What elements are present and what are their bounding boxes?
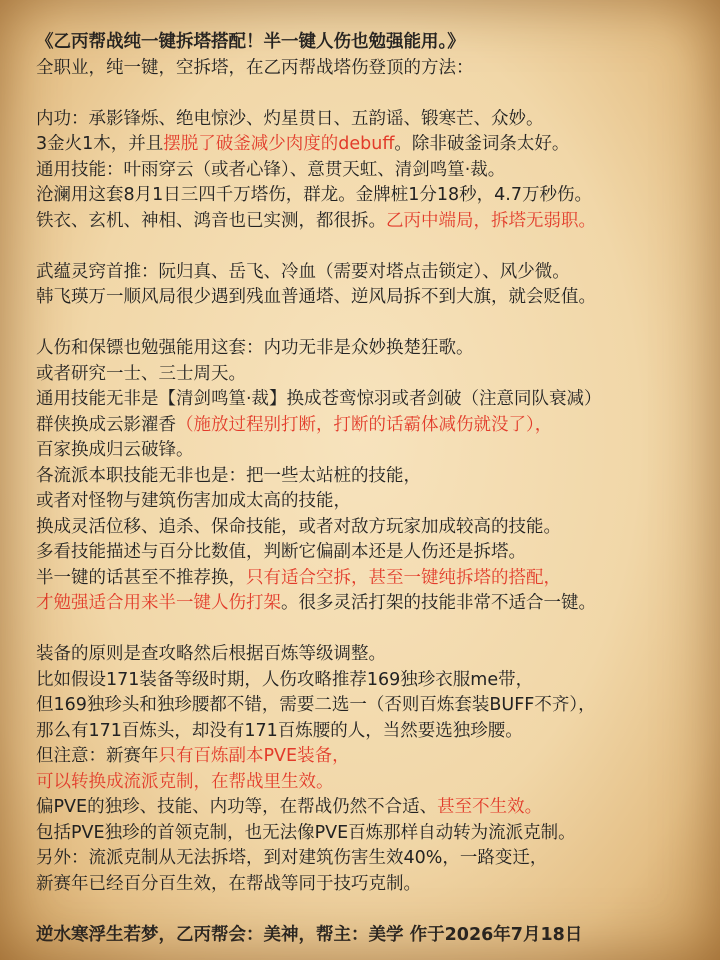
text-segment: 包括PVE独珍的首领克制，也无法像PVE百炼那样自动转为流派克制。 <box>36 822 576 843</box>
text-line <box>36 540 696 566</box>
text-segment: 人伤和保镖也勉强能用这套：内功无非是众妙换楚狂歌。 <box>36 338 474 358</box>
text-segment: 半一键的话甚至不推荐换， <box>36 567 246 588</box>
text-line <box>36 285 696 311</box>
text-segment: 偏PVE的独珍、技能、内功等，在帮战仍然不合适、 <box>36 797 438 817</box>
text-segment: 3金火1木，并且 <box>36 134 164 154</box>
text-segment: 逆水寒浮生若梦，乙丙帮会：美神，帮主：美学 作于2026年7月18日 <box>36 924 583 945</box>
text-segment: 比如假设171装备等级时期，人伤攻略推荐169独珍衣服me带， <box>36 669 534 690</box>
text-line <box>36 489 696 515</box>
text-line <box>36 107 696 133</box>
text-line <box>36 413 696 439</box>
text-line <box>36 387 696 413</box>
highlighted-text: （施放过程别打断，打断的话霸体减伤就没了）， <box>176 414 553 435</box>
highlighted-text: 只有百炼副本PVE装备， <box>158 746 350 766</box>
text-line <box>36 668 696 694</box>
text-segment: 但注意：新赛年 <box>36 746 159 766</box>
text-segment: 百家换成归云破锋。 <box>36 440 194 460</box>
text-line <box>36 846 696 872</box>
highlighted-text: 才勉强适合用来半一键人伤打架 <box>36 593 281 613</box>
text-line <box>36 56 696 82</box>
text-segment: 但169独珍头和独珍腰都不错，需要二选一（否则百炼套装BUFF不齐）， <box>36 695 596 715</box>
text-line <box>36 923 696 949</box>
text-segment: 群侠换成云影濯香 <box>36 414 176 435</box>
blank-line <box>36 617 696 643</box>
article-body <box>36 30 696 948</box>
text-line <box>36 872 696 898</box>
text-segment: 。很多灵活打架的技能非常不适合一键。 <box>281 593 596 613</box>
text-line <box>36 770 696 796</box>
text-segment: 另外：流派克制从无法拆塔，到对建筑伤害生效40%，一路变迁， <box>36 848 548 868</box>
text-segment: 武蕴灵窍首推：阮归真、岳飞、冷血（需要对塔点击锁定）、风少微。 <box>36 261 570 282</box>
text-line <box>36 719 696 745</box>
text-line <box>36 183 696 209</box>
text-segment: 铁衣、玄机、神相、鸿音也已实测，都很拆。 <box>36 210 386 231</box>
text-segment: 换成灵活位移、追杀、保命技能，或者对敌方玩家加成较高的技能。 <box>36 516 561 537</box>
text-line <box>36 566 696 592</box>
text-line <box>36 464 696 490</box>
text-line <box>36 515 696 541</box>
highlighted-text: 甚至不生效。 <box>437 797 543 817</box>
text-segment: 多看技能描述与百分比数值，判断它偏副本还是人伤还是拆塔。 <box>36 542 526 562</box>
text-line <box>36 158 696 184</box>
blank-line <box>36 234 696 260</box>
highlighted-text: 摆脱了破釜减少肉度的debuff <box>163 134 395 154</box>
text-segment: 装备的原则是查攻略然后根据百炼等级调整。 <box>36 644 386 664</box>
highlighted-text: 乙丙中端局，拆塔无弱职。 <box>386 210 596 231</box>
highlighted-text: 可以转换成流派克制，在帮战里生效。 <box>36 771 334 792</box>
text-line <box>36 336 696 362</box>
article-title: 《乙丙帮战纯一键拆塔搭配！半一键人伤也勉强能用。》 <box>36 32 465 52</box>
text-line <box>36 132 696 158</box>
text-line <box>36 591 696 617</box>
text-line <box>36 795 696 821</box>
highlighted-text: 只有适合空拆，甚至一键纯拆塔的搭配， <box>246 567 561 588</box>
text-segment: 通用技能：叶雨穿云（或者心锋）、意贯天虹、清剑鸣篁·裁。 <box>36 159 506 180</box>
text-line <box>36 362 696 388</box>
text-segment: 各流派本职技能无非也是：把一些太站桩的技能， <box>36 465 421 486</box>
blank-line <box>36 897 696 923</box>
text-line <box>36 260 696 286</box>
text-segment: 那么有171百炼头，却没有171百炼腰的人，当然要选独珍腰。 <box>36 720 523 741</box>
text-line <box>36 209 696 235</box>
text-line <box>36 438 696 464</box>
text-segment: 。除非破釜词条太好。 <box>394 134 570 154</box>
text-segment: 内功：承影锋烁、绝电惊沙、灼星贯日、五韵谣、锻寒芒、众妙。 <box>36 108 544 129</box>
text-segment: 新赛年已经百分百生效，在帮战等同于技巧克制。 <box>36 873 421 894</box>
article-lines <box>36 56 696 949</box>
text-line <box>36 744 696 770</box>
text-segment: 或者对怪物与建筑伤害加成太高的技能， <box>36 491 351 511</box>
text-segment: 或者研究一士、三士周天。 <box>36 363 246 384</box>
blank-line <box>36 81 696 107</box>
text-segment: 全职业，纯一键，空拆塔，在乙丙帮战塔伤登顶的方法： <box>36 57 474 78</box>
text-segment: 通用技能无非是【清剑鸣篁·裁】换成苍鸾惊羽或者剑破（注意同队衰减） <box>36 389 602 409</box>
text-segment: 沧澜用这套8月1日三四千万塔伤，群龙。金牌桩1分18秒，4.7万秒伤。 <box>36 185 592 205</box>
text-segment: 韩飞瑛万一顺风局很少遇到残血普通塔、逆风局拆不到大旗，就会贬值。 <box>36 287 596 307</box>
text-line <box>36 642 696 668</box>
blank-line <box>36 311 696 337</box>
text-line <box>36 821 696 847</box>
text-line <box>36 693 696 719</box>
